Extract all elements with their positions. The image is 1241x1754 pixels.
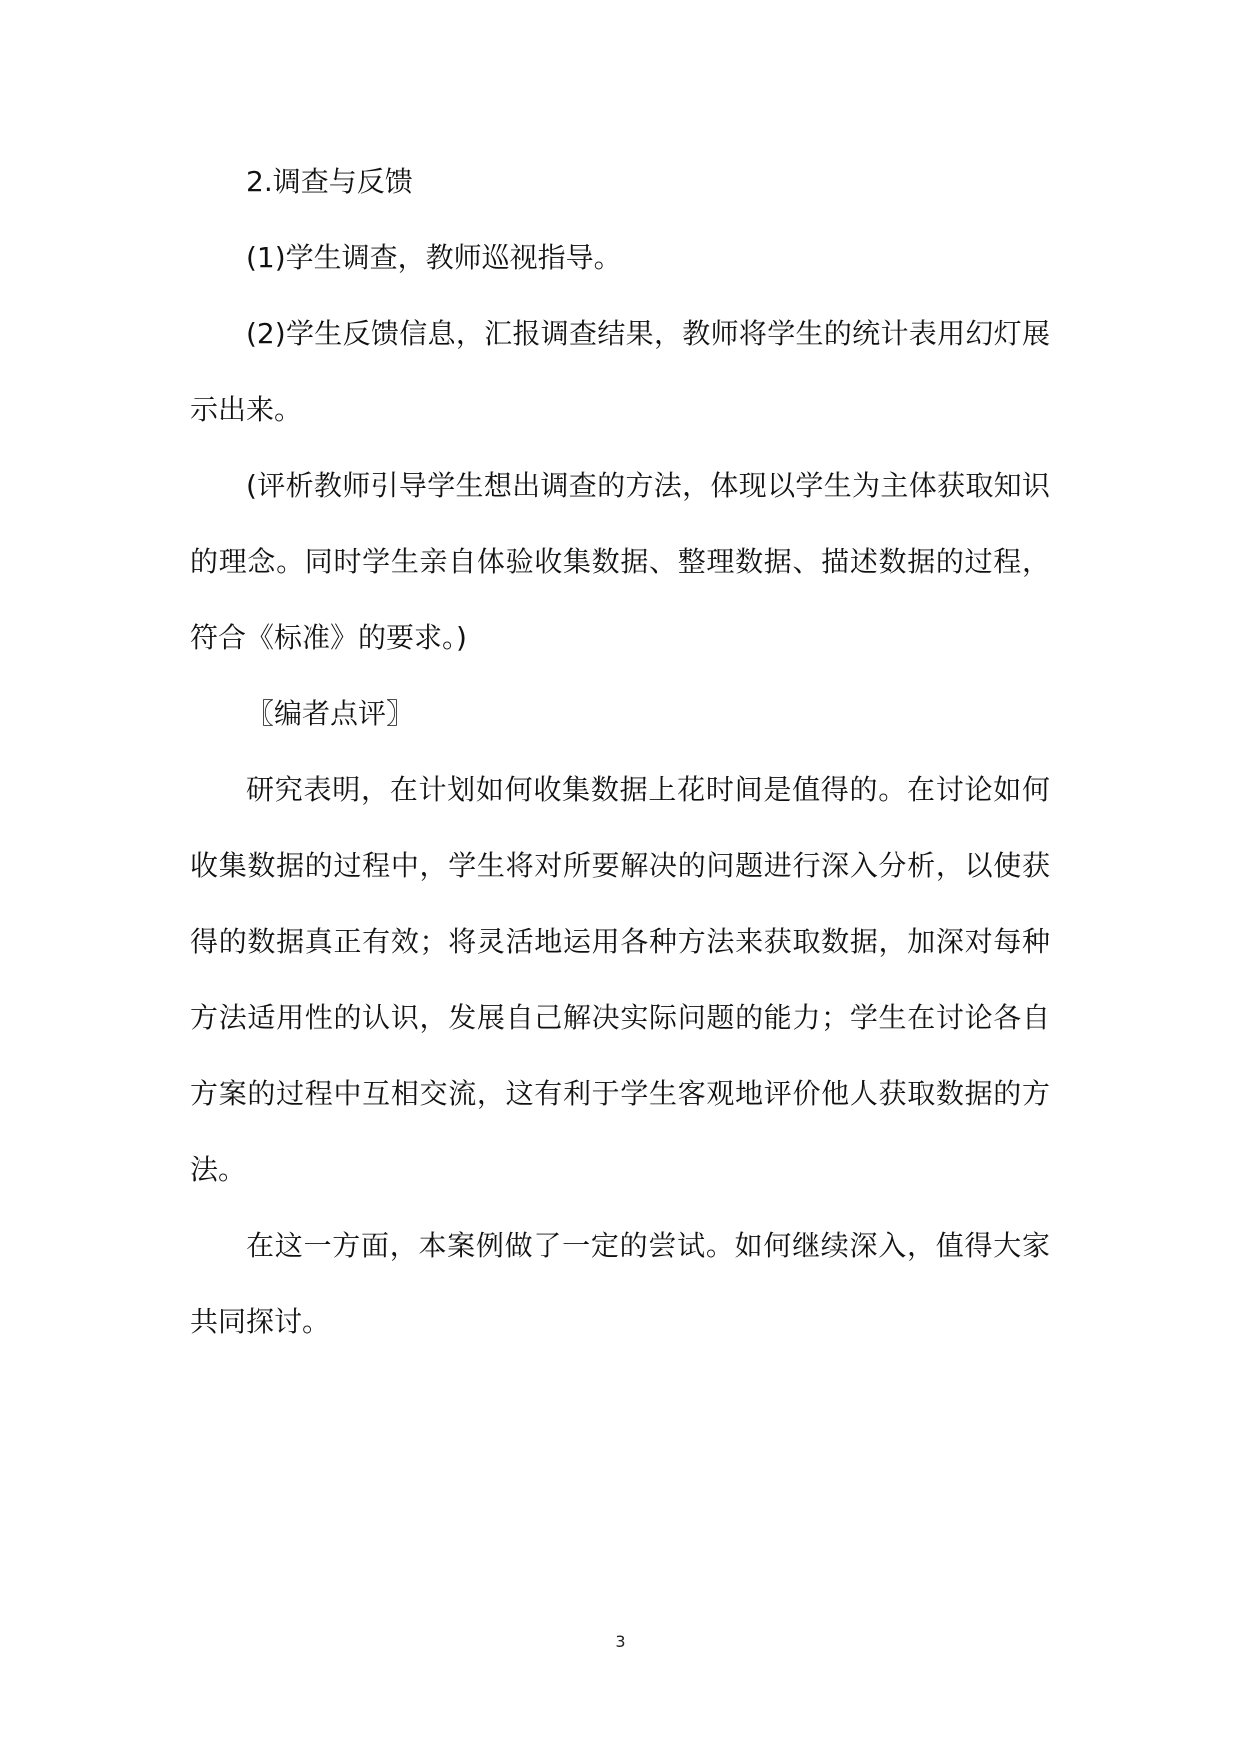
paragraph-step-2: (2)学生反馈信息，汇报调查结果，教师将学生的统计表用幻灯展示出来。 — [190, 317, 1050, 426]
paragraph-analysis: (评析教师引导学生想出调查的方法，体现以学生为主体获取知识的理念。同时学生亲自体验收集数据、整理数据、描述数据的过程，符合《标准》的要求。) — [190, 469, 1050, 654]
paragraph-conclusion: 在这一方面，本案例做了一定的尝试。如何继续深入，值得大家共同探讨。 — [190, 1229, 1050, 1338]
paragraph-editor-comment: 研究表明，在计划如何收集数据上花时间是值得的。在讨论如何收集数据的过程中，学生将对所要解决的问题进行深入分析，以使获得的数据真正有效；将灵活地运用各种方法来获取数据，加深对每种方法适用性的认识，发展自己解决实际问题的能力；学生在讨论各自方案的过程中互相交流，这有利于学生客观地评价他人获取数据的方法。 — [190, 773, 1050, 1186]
body-text — [190, 144, 1050, 1360]
paragraph-step-1: (1)学生调查，教师巡视指导。 — [246, 241, 622, 274]
page-number: 3 — [615, 1632, 626, 1651]
section-heading: 2.调查与反馈 — [246, 165, 413, 198]
editor-comment-heading: 〖编者点评〗 — [246, 697, 415, 730]
